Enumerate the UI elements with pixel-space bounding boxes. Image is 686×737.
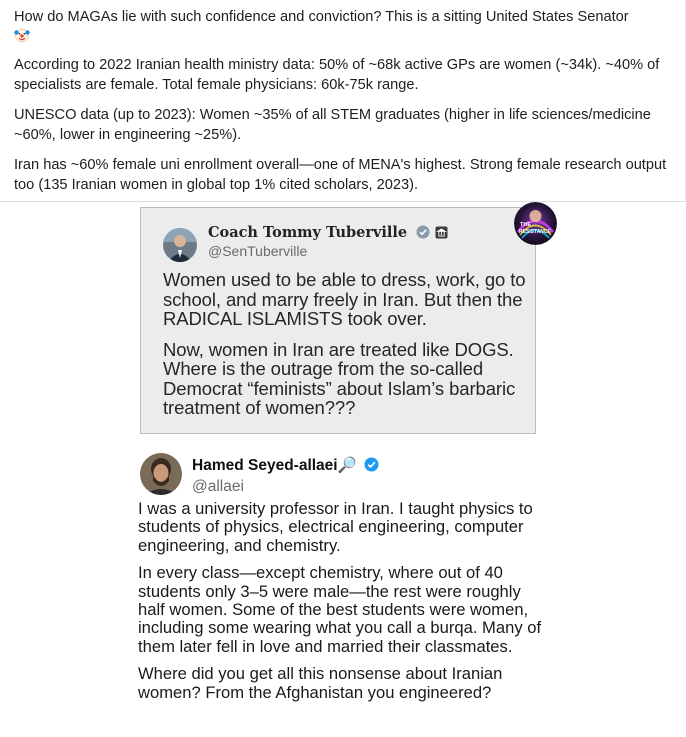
government-badge-icon: [435, 226, 448, 239]
post-paragraph: [14, 7, 674, 49]
tweet-paragraph: I was a university professor in Iran. I taught physics to students of physics, electrical engineering, computer engineering, and chemistry.: [138, 499, 533, 555]
magnifying-glass-icon: 🔎: [337, 457, 357, 474]
tweet-author-name: [192, 456, 379, 475]
badges: [416, 225, 448, 243]
the-resistance-watermark: [514, 202, 557, 245]
tweet-author-handle: @allaei: [192, 478, 244, 495]
post-paragraph: Iran has ~60% female uni enrollment overall—one of MENA's highest. Strong female research output too (135 Iranian women in global top 1% cited scholars, 2023).: [14, 157, 667, 193]
tweet-body: [138, 500, 546, 711]
avatar: [140, 453, 182, 495]
tweet-author-name-text: Coach Tommy Tuberville: [208, 224, 408, 241]
post-paragraph-text: How do MAGAs lie with such confidence and conviction? This is a sitting United States Senator: [14, 9, 629, 25]
post-image[interactable]: [0, 202, 686, 737]
verified-badge-icon: [364, 457, 379, 472]
tweet-paragraph: Now, women in Iran are treated like DOGS. Where is the outrage from the so-called Democrat “feminists” about Islam’s barbaric treatment of women???: [163, 338, 516, 418]
post-paragraph: According to 2022 Iranian health ministry data: 50% of ~68k active GPs are women (~34k). ~40% of specialists are female. Total female physicians: 60k-75k range.: [14, 57, 660, 93]
tweet-paragraph: Where did you get all this nonsense about Iranian women? From the Afghanistan you engineered?: [138, 664, 503, 702]
tweet-author-name: [208, 224, 448, 243]
tweet-screenshot-allaei: [136, 448, 546, 737]
post-paragraph: UNESCO data (up to 2023): Women ~35% of all STEM graduates (higher in life sciences/medicine ~60%, lower in engineering ~25%).: [14, 107, 651, 143]
verified-badge-icon: [416, 225, 430, 239]
avatar: [163, 228, 197, 262]
tweet-body: [163, 270, 533, 429]
tweet-paragraph: In every class—except chemistry, where out of 40 students only 3–5 were male—the rest were roughly half women. Some of the best students were women, including some wearing what you call a burqa. Many of them later fell in love and married their classmates.: [138, 563, 542, 656]
tweet-author-handle: @SenTuberville: [208, 243, 308, 259]
clown-face-emoji: [14, 27, 30, 49]
tweet-screenshot-tuberville: [140, 207, 536, 434]
post-text: [14, 7, 674, 205]
tweet-author-name-text: Hamed Seyed-allaei: [192, 457, 338, 474]
watermark-line-2: RESISTANCE: [519, 229, 551, 235]
tweet-paragraph: Women used to be able to dress, work, go to school, and marry freely in Iran. But then the RADICAL ISLAMISTS took over.: [163, 269, 526, 329]
watermark-line-1: THE: [520, 222, 531, 228]
